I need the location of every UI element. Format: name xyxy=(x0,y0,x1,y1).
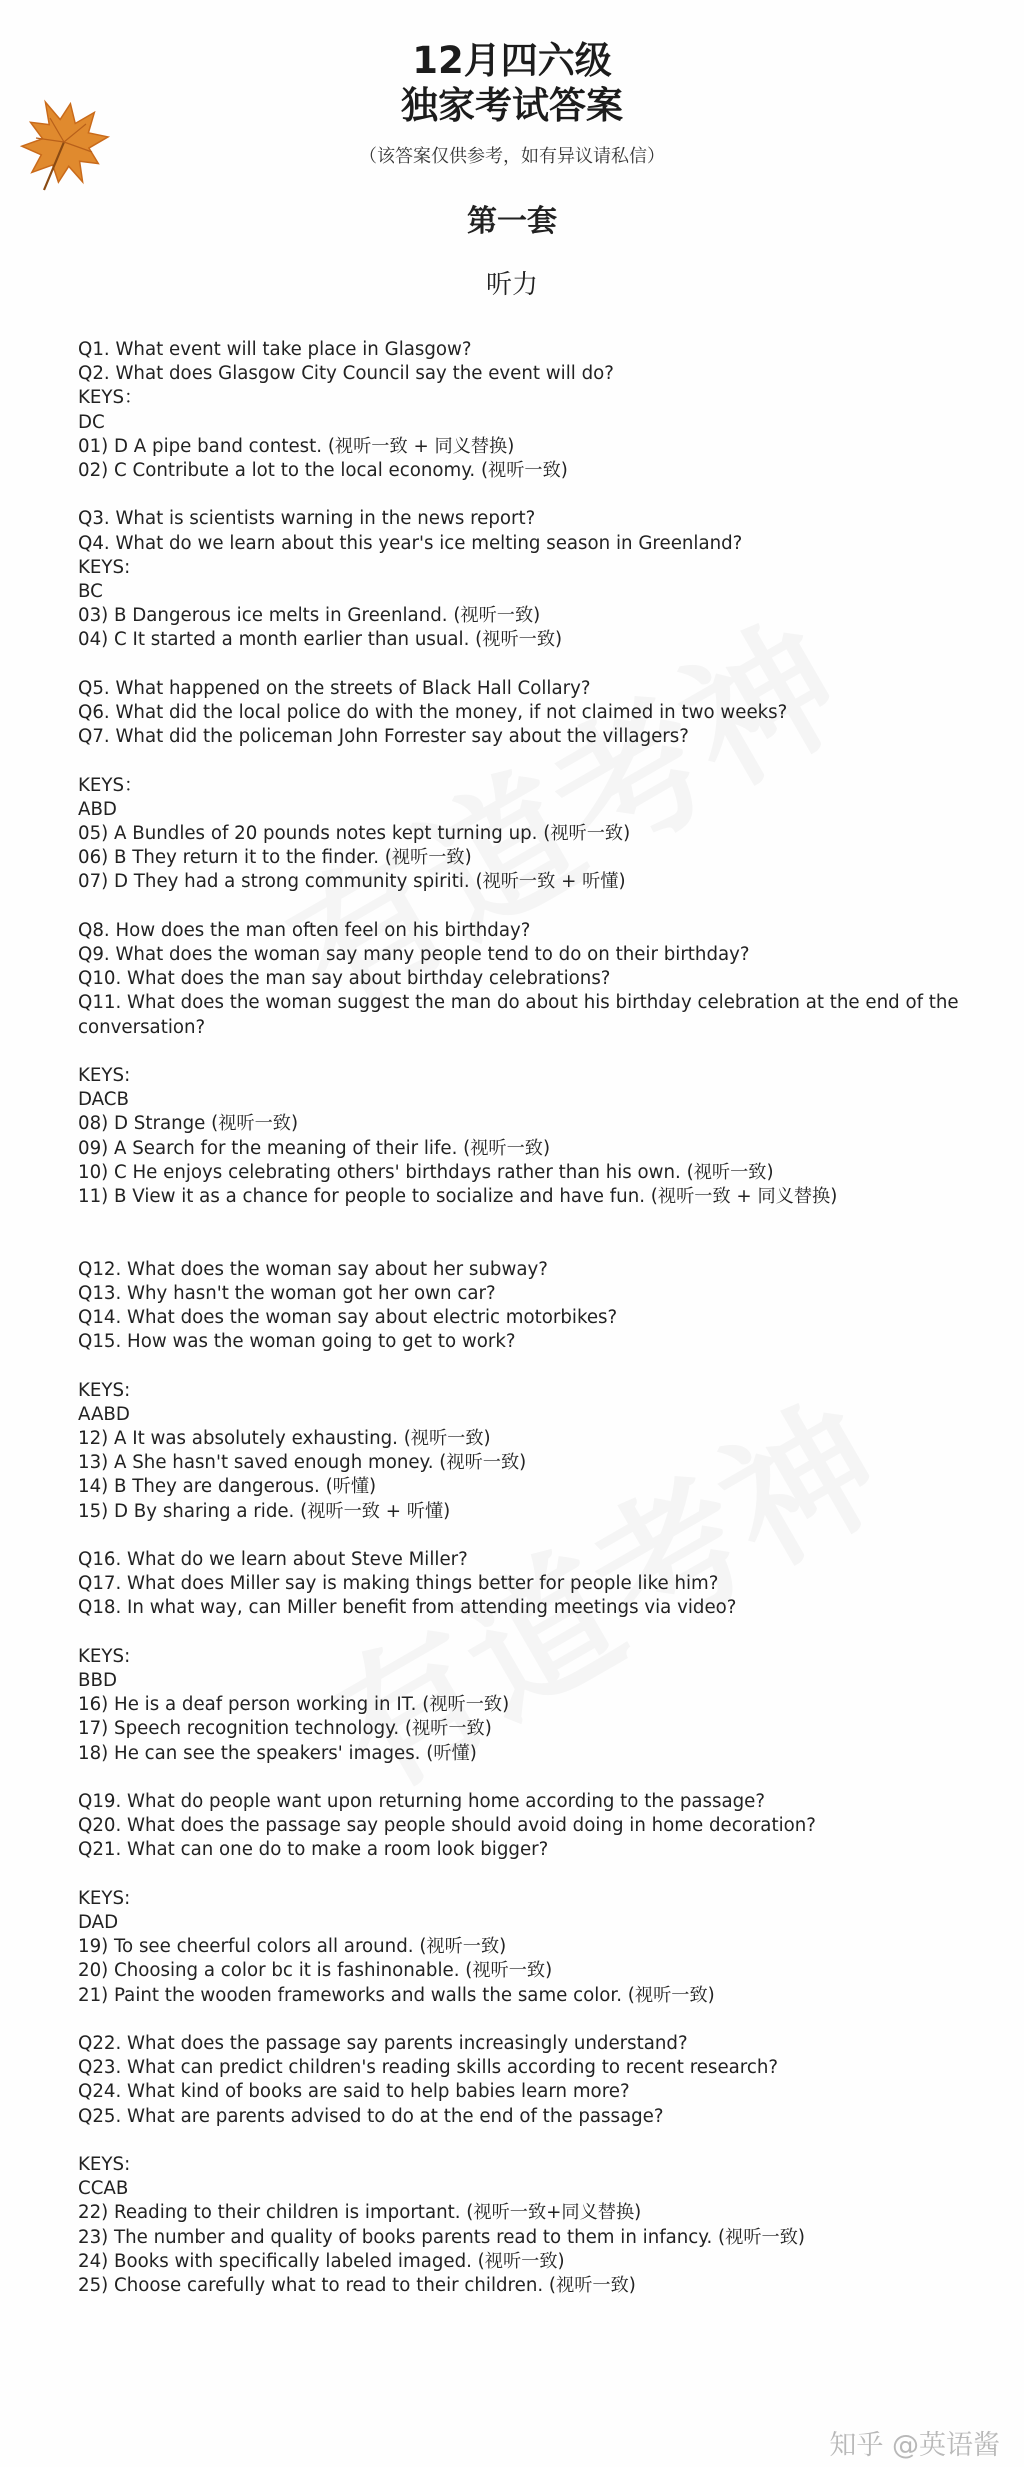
question-line: Q14. What does the woman say about electric motorbikes? xyxy=(78,1307,618,1329)
blank-line xyxy=(78,1209,978,1233)
document-header xyxy=(0,38,1024,301)
question-line: Q1. What event will take place in Glasgow? xyxy=(78,339,472,360)
blank-line xyxy=(78,2129,978,2153)
question-line: Q5. What happened on the streets of Black Hall Collary? xyxy=(78,677,591,699)
answer-line: 17) Speech recognition technology. (视听一致) xyxy=(78,1718,492,1740)
keys-label: KEYS: xyxy=(78,1887,131,1909)
blank-line xyxy=(78,895,978,919)
key-letters: CCAB xyxy=(78,2178,129,2200)
keys-label: KEYS: xyxy=(78,556,131,578)
question-line: Q2. What does Glasgow City Council say the event will do? xyxy=(78,363,614,385)
question-line: Q15. How was the woman going to get to work? xyxy=(78,1331,516,1353)
blank-line xyxy=(78,1524,978,1548)
keys-label: KEYS： xyxy=(78,774,143,796)
answer-line: 05) A Bundles of 20 pounds notes kept turning up. (视听一致) xyxy=(78,823,631,845)
question-line: Q9. What does the woman say many people tend to do on their birthday? xyxy=(78,944,750,966)
question-line: Q20. What does the passage say people should avoid doing in home decoration? xyxy=(78,1815,816,1837)
blank-line xyxy=(78,2008,978,2032)
answer-line: 14) B They are dangerous. (听懂) xyxy=(78,1476,377,1498)
key-letters: DAD xyxy=(78,1912,119,1934)
answer-line: 23) The number and quality of books parents read to them in infancy. (视听一致) xyxy=(78,2226,805,2248)
answer-line: 24) Books with specifically labeled imaged. (视听一致) xyxy=(78,2250,565,2272)
question-line: Q24. What kind of books are said to help babies learn more? xyxy=(78,2081,630,2103)
question-line: Q16. What do we learn about Steve Miller? xyxy=(78,1549,468,1571)
answer-line: 09) A Search for the meaning of their life. (视听一致) xyxy=(78,1137,551,1159)
blank-line xyxy=(78,1233,978,1257)
title-line-1: 12月四六级 xyxy=(412,39,612,82)
key-letters: DC xyxy=(78,411,105,433)
keys-label: KEYS: xyxy=(78,1379,131,1401)
footer-credit: 知乎 @英语酱 xyxy=(829,2430,1000,2461)
answer-line: 07) D They had a strong community spiriti. (视听一致 + 听懂) xyxy=(78,871,626,893)
key-letters: BC xyxy=(78,581,103,603)
answer-line: 11) B View it as a chance for people to socialize and have fun. (视听一致 + 同义替换) xyxy=(78,1186,838,1208)
answer-list xyxy=(78,338,978,2298)
section-title: 听力 xyxy=(485,270,538,300)
blank-line xyxy=(78,749,978,773)
answer-line: 15) D By sharing a ride. (视听一致 + 听懂) xyxy=(78,1500,451,1522)
question-line: Q17. What does Miller say is making things better for people like him? xyxy=(78,1573,719,1595)
question-line: Q23. What can predict children's reading skills according to recent research? xyxy=(78,2057,779,2079)
question-line: Q19. What do people want upon returning home according to the passage? xyxy=(78,1791,766,1813)
question-line: Q3. What is scientists warning in the news report? xyxy=(78,508,536,530)
question-line: Q8. How does the man often feel on his birthday? xyxy=(78,919,531,941)
title-line-2: 独家考试答案 xyxy=(401,84,623,127)
answer-line: 10) C He enjoys celebrating others' birthdays rather than his own. (视听一致) xyxy=(78,1161,774,1183)
disclaimer: （该答案仅供参考，如有异议请私信） xyxy=(359,146,665,167)
blank-line xyxy=(78,1354,978,1378)
answer-line: 21) Paint the wooden frameworks and walls the same color. (视听一致) xyxy=(78,1984,715,2006)
question-line: Q11. What does the woman suggest the man do about his birthday celebration at the end of the xyxy=(78,992,959,1014)
answer-line: 25) Choose carefully what to read to their children. (视听一致) xyxy=(78,2275,636,2297)
answer-line: 18) He can see the speakers' images. (听懂) xyxy=(78,1742,477,1764)
key-letters: ABD xyxy=(78,798,117,820)
question-line: Q18. In what way, can Miller benefit from attending meetings via video? xyxy=(78,1597,737,1619)
answer-line: 03) B Dangerous ice melts in Greenland. (视听一致) xyxy=(78,605,541,627)
answer-line: 02) C Contribute a lot to the local economy. (视听一致) xyxy=(78,460,568,482)
answer-line: 08) D Strange (视听一致) xyxy=(78,1113,299,1135)
question-line: Q7. What did the policeman John Forrester say about the villagers? xyxy=(78,726,689,748)
answer-line: 04) C It started a month earlier than usual. (视听一致) xyxy=(78,629,563,651)
answer-line: 06) B They return it to the finder. (视听一致) xyxy=(78,847,472,869)
blank-line xyxy=(78,1040,978,1064)
answer-line: 20) Choosing a color bc it is fashinonable. (视听一致) xyxy=(78,1960,553,1982)
answer-line: 12) A It was absolutely exhausting. (视听一致) xyxy=(78,1428,491,1450)
question-line: Q10. What does the man say about birthday celebrations? xyxy=(78,968,611,990)
blank-line xyxy=(78,483,978,507)
key-letters: AABD xyxy=(78,1403,130,1425)
answer-line: 19) To see cheerful colors all around. (视听一致) xyxy=(78,1936,507,1958)
answer-line: 13) A She hasn't saved enough money. (视听一致) xyxy=(78,1452,527,1474)
blank-line xyxy=(78,1621,978,1645)
blank-line xyxy=(78,1766,978,1790)
question-line: Q21. What can one do to make a room look bigger? xyxy=(78,1839,549,1861)
question-line: Q4. What do we learn about this year's ice melting season in Greenland? xyxy=(78,532,743,554)
answer-line: 01) D A pipe band contest. (视听一致 + 同义替换) xyxy=(78,435,515,457)
question-line: Q6. What did the local police do with the money, if not claimed in two weeks? xyxy=(78,702,788,724)
question-line: Q13. Why hasn't the woman got her own car? xyxy=(78,1282,496,1304)
keys-label: KEYS: xyxy=(78,1065,131,1087)
answer-line: 22) Reading to their children is important. (视听一致+同义替换) xyxy=(78,2202,642,2224)
set-title: 第一套 xyxy=(467,204,557,239)
keys-label: KEYS: xyxy=(78,2154,131,2176)
question-line: Q22. What does the passage say parents increasingly understand? xyxy=(78,2033,688,2055)
key-letters: BBD xyxy=(78,1670,117,1692)
question-line: Q25. What are parents advised to do at the end of the passage? xyxy=(78,2105,664,2127)
keys-label: KEYS： xyxy=(78,387,143,409)
question-line: Q12. What does the woman say about her subway? xyxy=(78,1258,548,1280)
keys-label: KEYS: xyxy=(78,1645,131,1667)
key-letters: DACB xyxy=(78,1089,129,1111)
blank-line xyxy=(78,1863,978,1887)
answer-line: 16) He is a deaf person working in IT. (视听一致) xyxy=(78,1694,510,1716)
blank-line xyxy=(78,653,978,677)
question-continuation: conversation? xyxy=(78,1016,206,1038)
